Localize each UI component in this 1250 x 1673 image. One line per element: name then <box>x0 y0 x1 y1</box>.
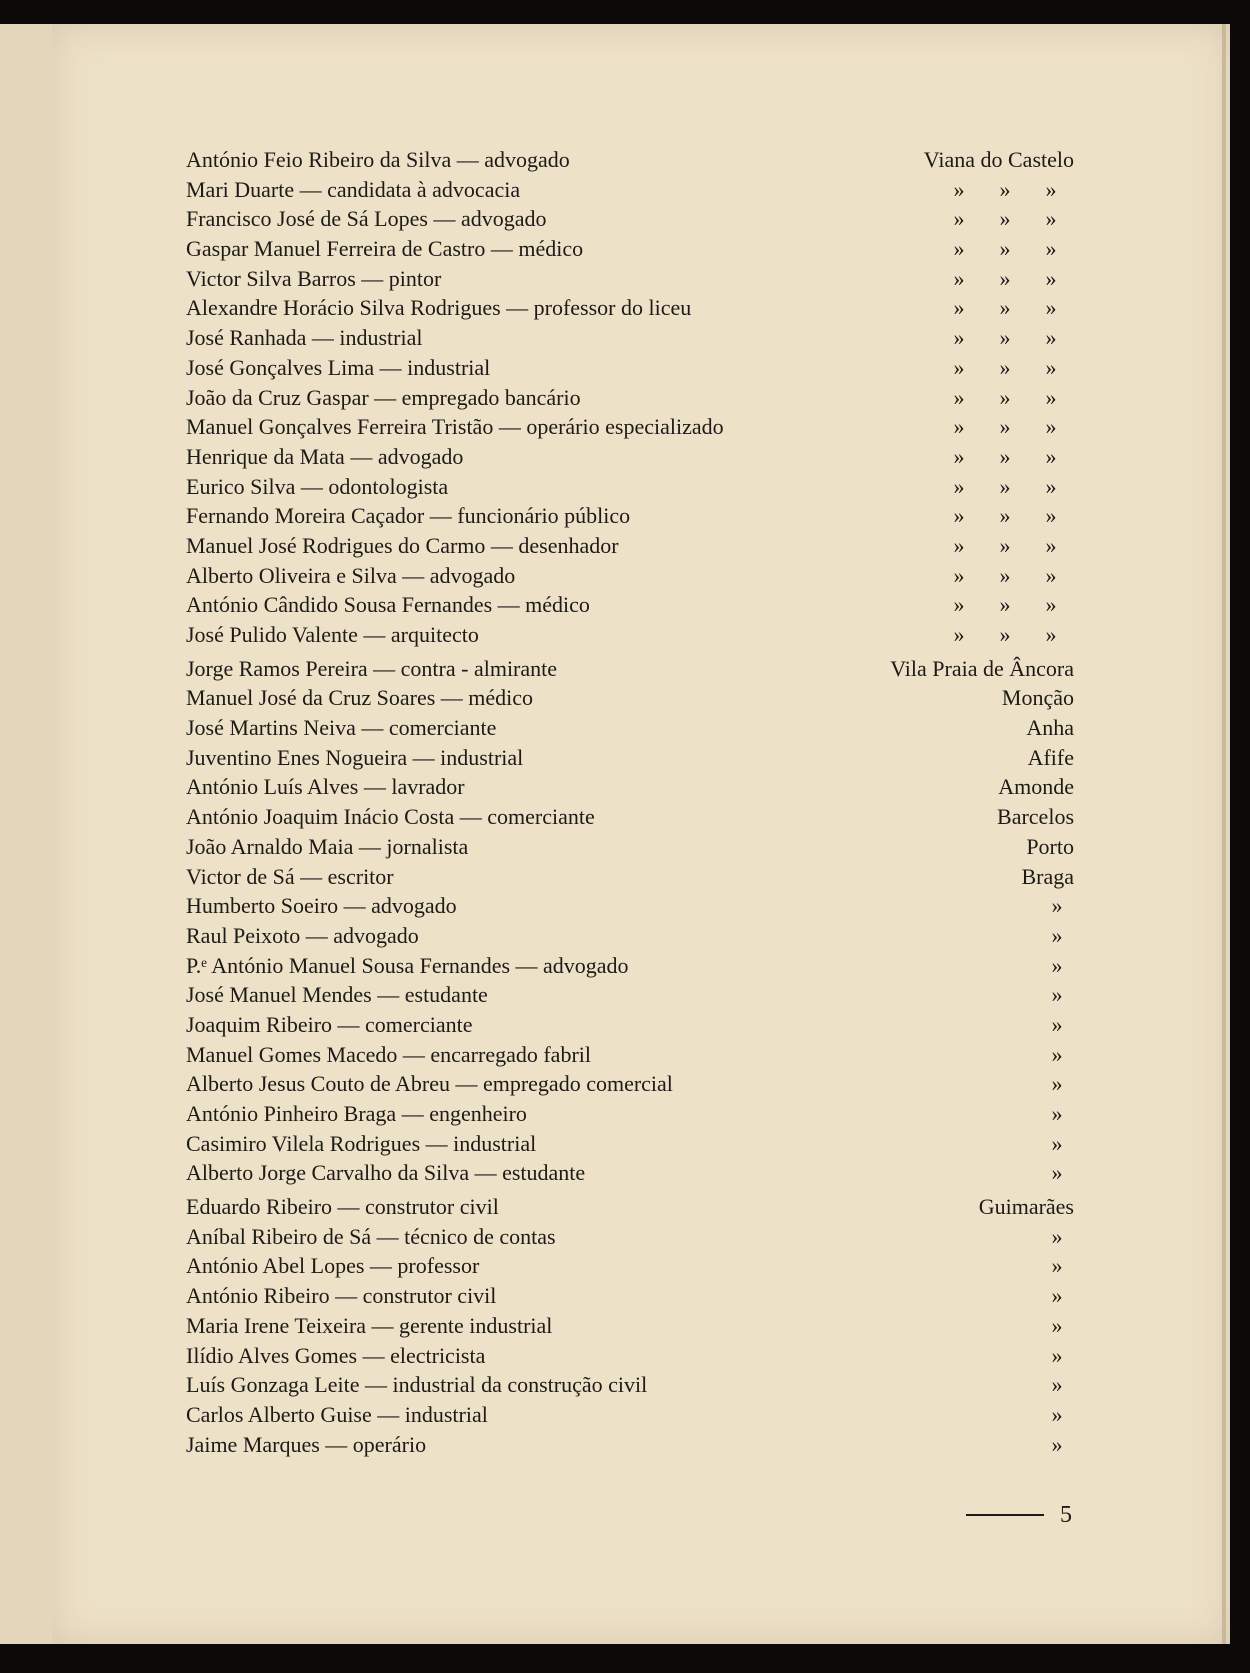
member-place: Amonde <box>998 774 1074 800</box>
ditto-mark: » <box>953 532 965 558</box>
member-name-occupation: António Pinheiro Braga — engenheiro <box>186 1101 527 1126</box>
ditto-mark: » <box>1045 592 1057 618</box>
member-name-occupation: João Arnaldo Maia — jornalista <box>186 833 469 859</box>
list-item <box>186 145 1074 175</box>
list-item <box>186 1158 1074 1188</box>
list-item <box>186 743 1074 773</box>
member-name-occupation: Henrique da Mata — advogado <box>186 443 464 469</box>
list-item <box>186 561 1074 591</box>
list-item <box>186 501 1074 531</box>
member-list <box>186 145 1074 1459</box>
ditto-mark: » <box>953 265 965 291</box>
ditto-mark: » <box>999 443 1011 469</box>
member-name-occupation: Manuel José da Cruz Soares — médico <box>186 685 534 711</box>
member-name-occupation: Alberto Jesus Couto de Abreu — empregado comercial <box>186 1071 673 1097</box>
list-item <box>186 1370 1074 1400</box>
member-place <box>936 323 1074 353</box>
member-name-occupation: José Gonçalves Lima — industrial <box>186 354 491 380</box>
list-item <box>186 713 1074 743</box>
ditto-mark: » <box>1045 532 1057 558</box>
member-name-occupation: José Ranhada — industrial <box>186 325 423 351</box>
member-place <box>1040 1010 1074 1040</box>
member-name-occupation: Joaquim Ribeiro — comerciante <box>186 1011 473 1037</box>
ditto-mark: » <box>1045 325 1057 351</box>
member-name-occupation: Gaspar Manuel Ferreira de Castro — médico <box>186 236 584 262</box>
ditto-mark: » <box>1045 414 1057 440</box>
member-name-occupation: Maria Irene Teixeira — gerente industrial <box>186 1312 553 1338</box>
ditto-mark: » <box>1051 1101 1063 1126</box>
list-item <box>186 921 1074 951</box>
list-group <box>186 654 1074 1188</box>
ditto-mark: » <box>1051 1130 1063 1156</box>
member-name-occupation: Juventino Enes Nogueira — industrial <box>186 744 524 770</box>
member-name-occupation: Jaime Marques — operário <box>186 1431 427 1457</box>
ditto-mark: » <box>999 473 1011 499</box>
list-item <box>186 802 1074 832</box>
ditto-mark: » <box>1051 952 1063 978</box>
ditto-mark: » <box>1051 893 1063 919</box>
member-name-occupation: Francisco José de Sá Lopes — advogado <box>186 206 547 232</box>
list-item <box>186 323 1074 353</box>
ditto-mark: » <box>999 562 1011 588</box>
list-item <box>186 683 1074 713</box>
ditto-mark: » <box>1051 1253 1063 1279</box>
member-place <box>936 531 1074 561</box>
ditto-mark: » <box>1051 1041 1063 1067</box>
list-item <box>186 1430 1074 1460</box>
ditto-mark: » <box>953 414 965 440</box>
list-item <box>186 1099 1074 1129</box>
list-item <box>186 204 1074 234</box>
ditto-mark: » <box>1051 1401 1063 1427</box>
member-name-occupation: Aníbal Ribeiro de Sá — técnico de contas <box>186 1223 556 1249</box>
list-item <box>186 590 1074 620</box>
page-edge <box>1222 24 1226 1644</box>
list-item <box>186 1251 1074 1281</box>
ditto-mark: » <box>1051 1223 1063 1249</box>
list-group <box>186 1192 1074 1459</box>
member-place <box>936 561 1074 591</box>
ditto-mark: » <box>1045 473 1057 499</box>
member-place: Afife <box>1027 744 1074 770</box>
ditto-mark: » <box>1045 265 1057 291</box>
ditto-mark: » <box>1045 622 1057 647</box>
member-name-occupation: José Manuel Mendes — estudante <box>186 982 488 1008</box>
ditto-mark: » <box>953 176 965 202</box>
page-footer <box>960 1500 1072 1530</box>
member-place <box>936 590 1074 620</box>
ditto-mark: » <box>1045 206 1057 232</box>
member-name-occupation: Luís Gonzaga Leite — industrial da construção civil <box>186 1372 648 1398</box>
ditto-mark: » <box>1045 384 1057 410</box>
member-name-occupation: José Martins Neiva — comerciante <box>186 715 497 741</box>
ditto-mark: » <box>1051 982 1063 1008</box>
member-place <box>936 442 1074 472</box>
ditto-mark: » <box>1045 562 1057 588</box>
ditto-mark: » <box>953 236 965 262</box>
list-group <box>186 145 1074 650</box>
ditto-mark: » <box>999 236 1011 262</box>
ditto-mark: » <box>999 503 1011 529</box>
list-item <box>186 531 1074 561</box>
list-item <box>186 264 1074 294</box>
ditto-mark: » <box>1045 443 1057 469</box>
member-name-occupation: António Cândido Sousa Fernandes — médico <box>186 592 590 618</box>
member-place: Vila Praia de Âncora <box>890 655 1074 681</box>
list-item <box>186 1129 1074 1159</box>
member-name-occupation: P.ᵉ António Manuel Sousa Fernandes — advogado <box>186 952 629 978</box>
member-name-occupation: Humberto Soeiro — advogado <box>186 893 457 919</box>
ditto-mark: » <box>953 295 965 321</box>
ditto-mark: » <box>999 354 1011 380</box>
member-place <box>1040 1400 1074 1430</box>
member-name-occupation: António Feio Ribeiro da Silva — advogado <box>186 147 570 172</box>
list-item <box>186 1400 1074 1430</box>
ditto-mark: » <box>953 562 965 588</box>
member-place <box>1040 1129 1074 1159</box>
ditto-mark: » <box>1051 1283 1063 1309</box>
list-item <box>186 1192 1074 1222</box>
ditto-mark: » <box>999 325 1011 351</box>
ditto-mark: » <box>999 206 1011 232</box>
member-name-occupation: Carlos Alberto Guise — industrial <box>186 1401 488 1427</box>
list-item <box>186 1311 1074 1341</box>
member-name-occupation: João da Cruz Gaspar — empregado bancário <box>186 384 581 410</box>
list-item <box>186 980 1074 1010</box>
list-item <box>186 654 1074 684</box>
ditto-mark: » <box>1051 1011 1063 1037</box>
ditto-mark: » <box>999 295 1011 321</box>
list-item <box>186 1010 1074 1040</box>
member-name-occupation: Jorge Ramos Pereira — contra - almirante <box>186 655 558 681</box>
list-item <box>186 891 1074 921</box>
member-name-occupation: Alberto Oliveira e Silva — advogado <box>186 562 516 588</box>
ditto-mark: » <box>953 384 965 410</box>
member-name-occupation: António Joaquim Inácio Costa — comerciante <box>186 804 595 830</box>
member-name-occupation: Ilídio Alves Gomes — electricista <box>186 1342 486 1368</box>
member-name-occupation: Victor Silva Barros — pintor <box>186 265 442 291</box>
ditto-mark: » <box>953 354 965 380</box>
member-name-occupation: António Abel Lopes — professor <box>186 1253 480 1279</box>
member-place: Anha <box>1026 715 1074 741</box>
list-item <box>186 293 1074 323</box>
ditto-mark: » <box>953 473 965 499</box>
member-place <box>936 353 1074 383</box>
list-item <box>186 442 1074 472</box>
member-place <box>936 204 1074 234</box>
ditto-mark: » <box>1045 503 1057 529</box>
ditto-mark: » <box>999 414 1011 440</box>
list-item <box>186 862 1074 892</box>
list-item <box>186 1281 1074 1311</box>
ditto-mark: » <box>999 622 1011 647</box>
ditto-mark: » <box>953 592 965 618</box>
ditto-mark: » <box>1051 1160 1063 1186</box>
member-name-occupation: Casimiro Vilela Rodrigues — industrial <box>186 1130 537 1156</box>
member-name-occupation: Manuel José Rodrigues do Carmo — desenhador <box>186 532 619 558</box>
member-place <box>936 501 1074 531</box>
footer-rule <box>966 1514 1044 1516</box>
ditto-mark: » <box>1051 1312 1063 1338</box>
ditto-mark: » <box>953 325 965 351</box>
member-place <box>1040 1251 1074 1281</box>
member-name-occupation: Manuel Gonçalves Ferreira Tristão — operário especializado <box>186 414 724 440</box>
member-place: Porto <box>1026 833 1074 859</box>
ditto-mark: » <box>999 532 1011 558</box>
member-name-occupation: Alexandre Horácio Silva Rodrigues — professor do liceu <box>186 295 692 321</box>
ditto-mark: » <box>999 265 1011 291</box>
member-place <box>1040 980 1074 1010</box>
member-place <box>1040 891 1074 921</box>
member-name-occupation: António Ribeiro — construtor civil <box>186 1283 497 1309</box>
member-place <box>1040 1430 1074 1460</box>
ditto-mark: » <box>1051 1342 1063 1368</box>
ditto-mark: » <box>1045 176 1057 202</box>
ditto-mark: » <box>1051 922 1063 948</box>
member-place <box>1040 1341 1074 1371</box>
member-place <box>936 412 1074 442</box>
member-place <box>1040 1040 1074 1070</box>
ditto-mark: » <box>999 384 1011 410</box>
member-name-occupation: Fernando Moreira Caçador — funcionário público <box>186 503 631 529</box>
list-item <box>186 832 1074 862</box>
member-place: Braga <box>1021 863 1074 889</box>
ditto-mark: » <box>953 443 965 469</box>
ditto-mark: » <box>953 622 965 647</box>
member-place <box>1040 1099 1074 1129</box>
member-place <box>1040 1222 1074 1252</box>
list-item <box>186 951 1074 981</box>
member-place: Viana do Castelo <box>923 147 1074 172</box>
list-item <box>186 175 1074 205</box>
list-item <box>186 412 1074 442</box>
member-place <box>1040 1069 1074 1099</box>
member-name-occupation: António Luís Alves — lavrador <box>186 774 465 800</box>
member-place <box>1040 1158 1074 1188</box>
page-number: 5 <box>1060 1501 1072 1528</box>
member-place <box>1040 1370 1074 1400</box>
member-place: Barcelos <box>997 804 1074 830</box>
member-place <box>936 472 1074 502</box>
member-name-occupation: Raul Peixoto — advogado <box>186 922 419 948</box>
member-name-occupation: José Pulido Valente — arquitecto <box>186 622 479 647</box>
list-item <box>186 620 1074 650</box>
ditto-mark: » <box>1045 295 1057 321</box>
list-item <box>186 353 1074 383</box>
member-name-occupation: Alberto Jorge Carvalho da Silva — estudante <box>186 1160 586 1186</box>
member-place: Guimarães <box>978 1194 1074 1220</box>
member-place: Monção <box>1001 685 1074 711</box>
list-item <box>186 1040 1074 1070</box>
member-place <box>1040 1281 1074 1311</box>
ditto-mark: » <box>1051 1372 1063 1398</box>
ditto-mark: » <box>1051 1071 1063 1097</box>
list-item <box>186 1069 1074 1099</box>
member-name-occupation: Victor de Sá — escritor <box>186 863 394 889</box>
member-place <box>936 620 1074 650</box>
member-place <box>1040 921 1074 951</box>
member-name-occupation: Eduardo Ribeiro — construtor civil <box>186 1194 499 1220</box>
list-item <box>186 234 1074 264</box>
member-place <box>1040 1311 1074 1341</box>
member-name-occupation: Eurico Silva — odontologista <box>186 473 449 499</box>
member-place <box>936 383 1074 413</box>
ditto-mark: » <box>953 206 965 232</box>
list-item <box>186 383 1074 413</box>
ditto-mark: » <box>999 176 1011 202</box>
ditto-mark: » <box>953 503 965 529</box>
ditto-mark: » <box>1051 1431 1063 1457</box>
book-gutter <box>0 24 53 1644</box>
ditto-mark: » <box>999 592 1011 618</box>
member-place <box>1040 951 1074 981</box>
member-place <box>936 175 1074 205</box>
member-name-occupation: Mari Duarte — candidata à advocacia <box>186 176 521 202</box>
member-place <box>936 264 1074 294</box>
member-name-occupation: Manuel Gomes Macedo — encarregado fabril <box>186 1041 592 1067</box>
member-place <box>936 234 1074 264</box>
list-item <box>186 472 1074 502</box>
list-item <box>186 1341 1074 1371</box>
ditto-mark: » <box>1045 236 1057 262</box>
list-item <box>186 1222 1074 1252</box>
member-place <box>936 293 1074 323</box>
list-item <box>186 772 1074 802</box>
ditto-mark: » <box>1045 354 1057 380</box>
